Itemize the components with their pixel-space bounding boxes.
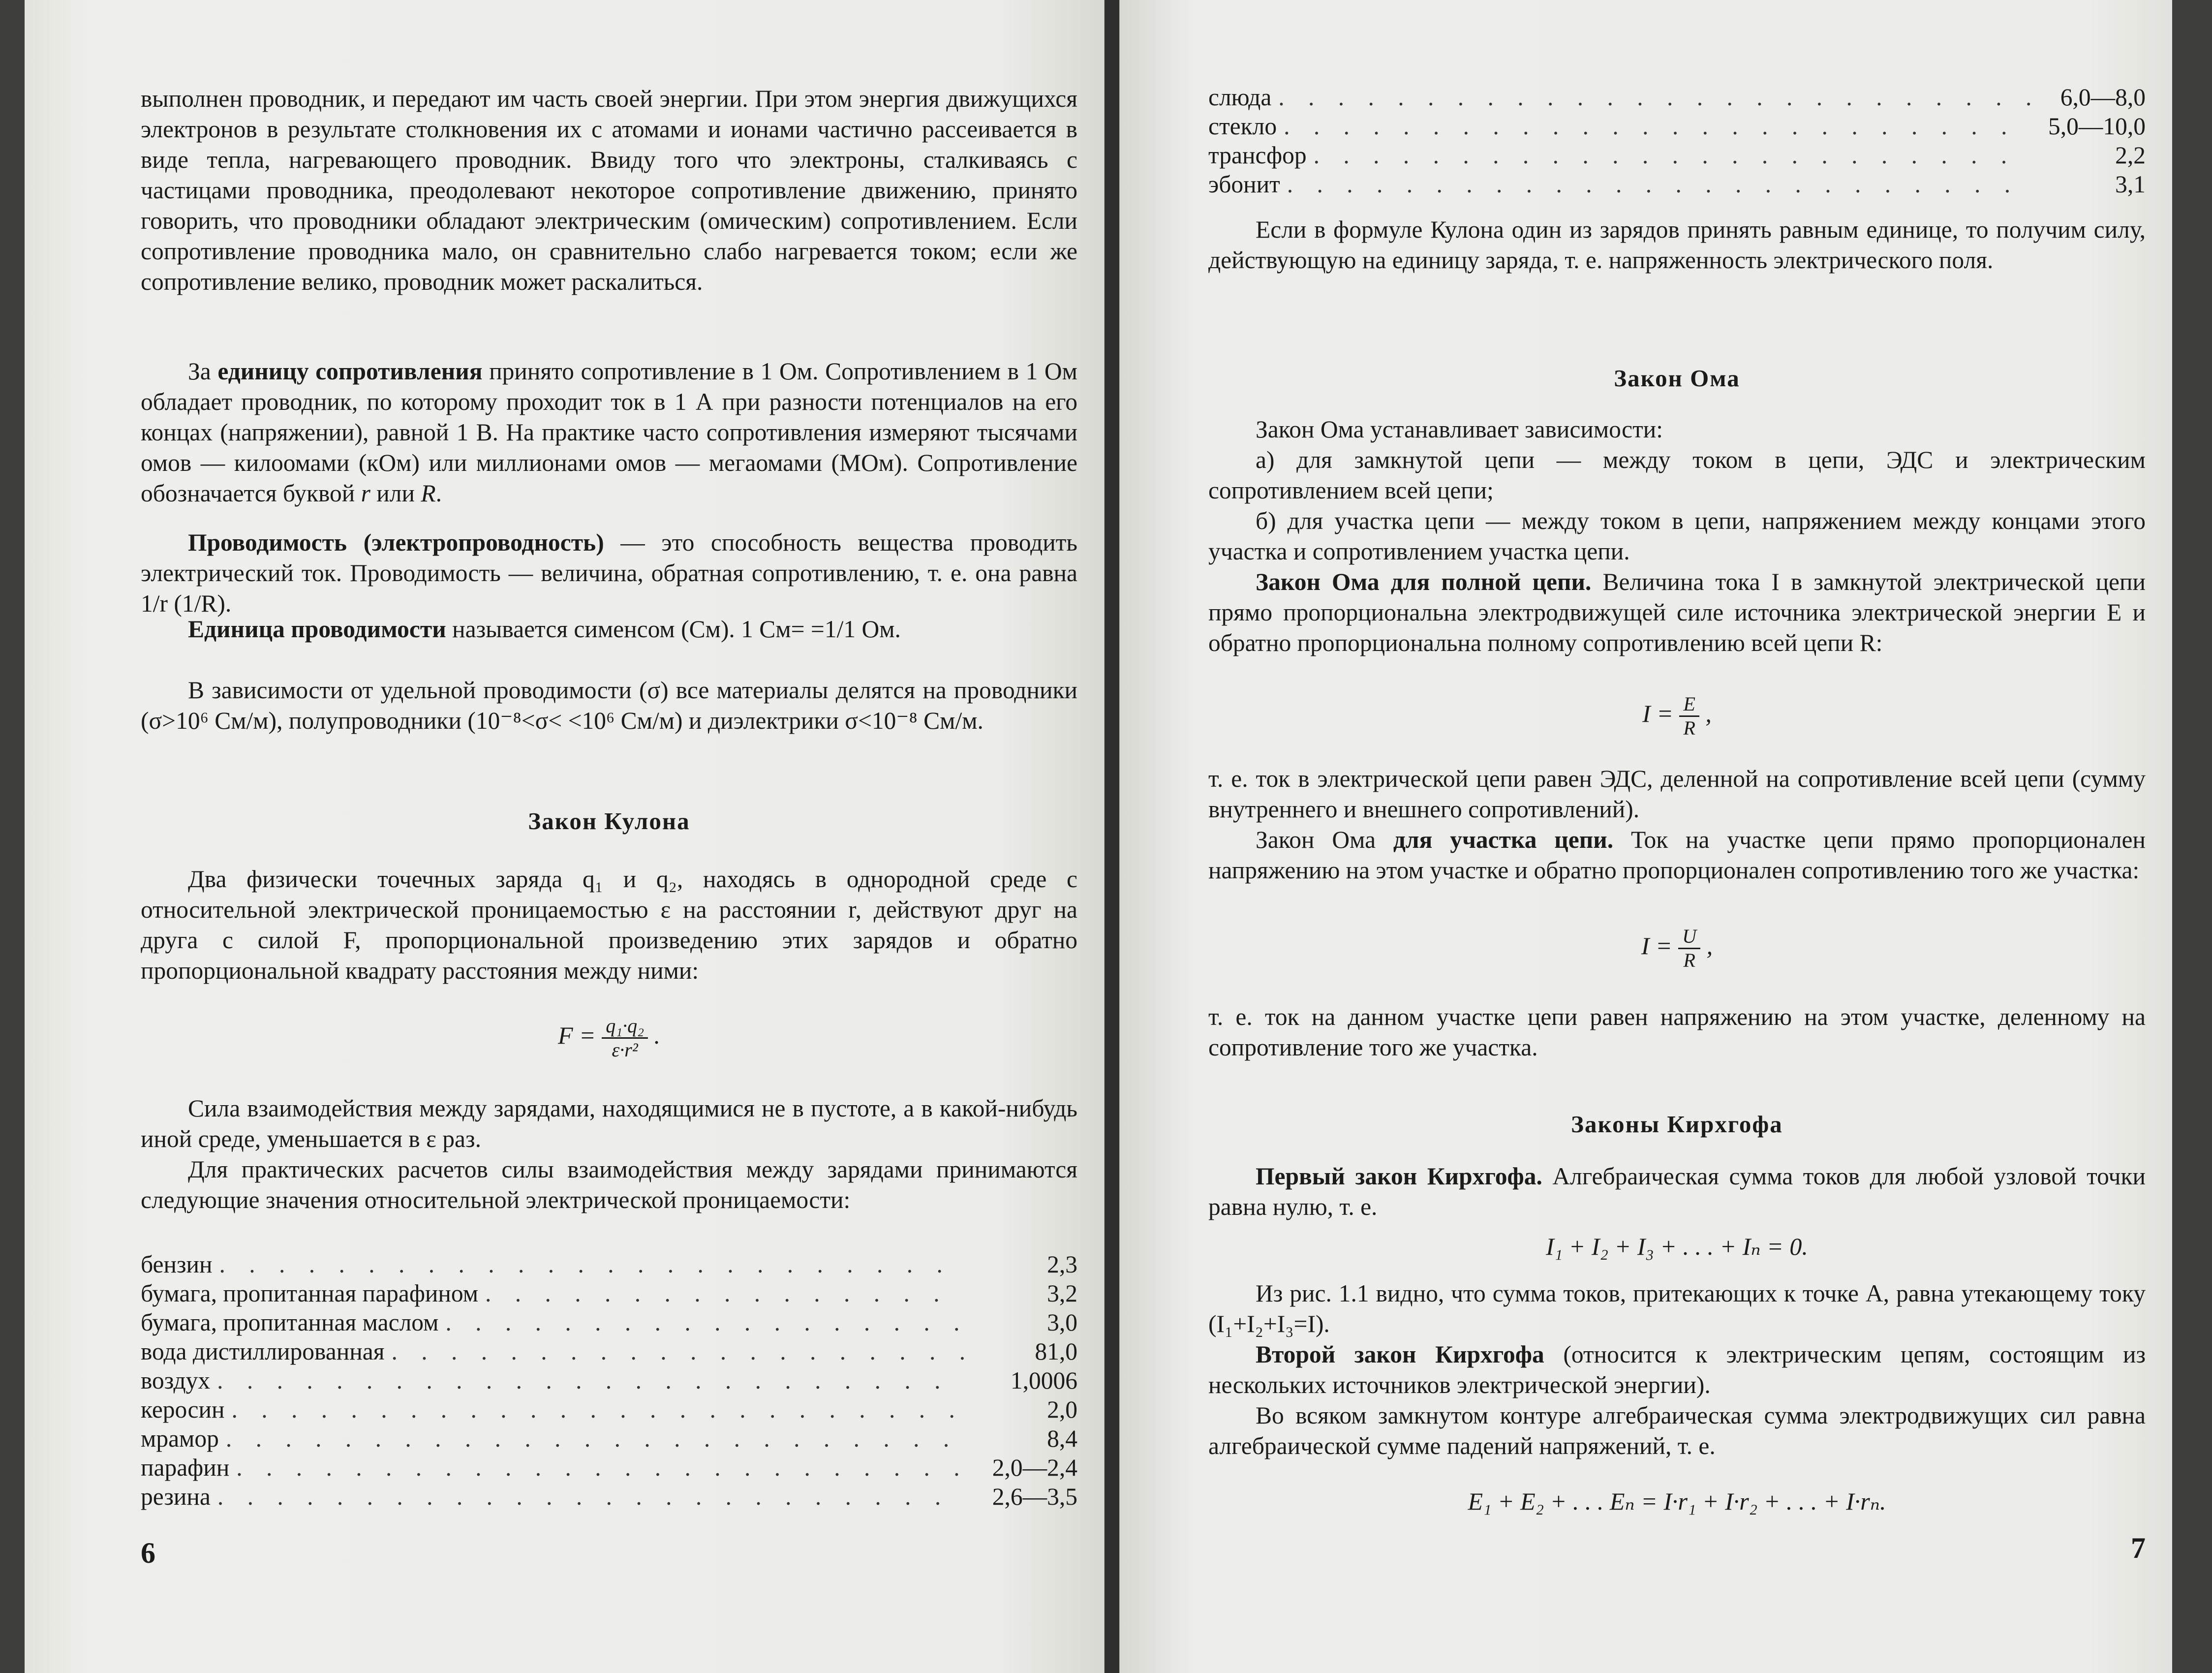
- paragraph-medium-reduction: Сила взаимодействия между зарядами, находящимися не в пустоте, а в какой-нибудь иной среде, уменьшается в ε раз.: [141, 1095, 1077, 1152]
- table-row: резина . . . 2,6—3,5: [141, 1482, 1077, 1511]
- paragraph-field-strength: Если в формуле Кулона один из зарядов принять равным единице, то получим силу, действующую на единицу заряда, т. е. напряженность электрического поля.: [1208, 216, 2146, 274]
- term-kirchhoff-second: Второй закон Кирхгофа: [1256, 1341, 1544, 1368]
- term-kirchhoff-first: Первый закон Кирхгофа.: [1256, 1163, 1542, 1190]
- paragraph-conductor-heating: выполнен проводник, и передают им часть своей энергии. При этом энергия движущихся электронов в результате столкновения их с атомами и ионами частично рассеивается в виде тепла, нагревающего проводник. Ввиду того что электроны, сталкиваясь с частицами проводника, преодолевают некоторое сопротивление движению, принято говорить, что проводники обладают электрическим (омическим) сопротивлением. Если сопротивление проводника мало, он сравнительно слабо нагревается током; если же сопротивление велико, проводник может раскалиться.: [141, 85, 1077, 295]
- term-conductivity-unit: Единица проводимости: [188, 616, 446, 643]
- fraction-ohm-full: $\frac{E}{R}$: [1679, 693, 1699, 740]
- page-number-right: 7: [2131, 1532, 2146, 1564]
- table-row: бумага, пропитанная парафином . . . 3,2: [141, 1279, 1077, 1308]
- fraction-ohm-segment: $\frac{U}{R}$: [1678, 925, 1700, 972]
- paragraph-resistance-unit: За единицу сопротивления принято сопротивление в 1 Ом. Сопротивлением в 1 Ом обладает проводник, по которому проходит ток в 1 А при разности потенциалов на его концах (напряжении), равной 1 В. На практике часто сопротивления измеряют тысячами омов — килоомами (кОм) или миллионами омов — мегаомами (МОм). Сопротивление обозначается буквой r или R.: [141, 358, 1078, 507]
- paragraph-kirchhoff-first: Первый закон Кирхгофа. Алгебраическая сумма токов для любой узловой точки равна нулю, т. е.: [1208, 1163, 2146, 1220]
- paragraph-ohm-intro: Закон Ома устанавливает зависимости:: [1256, 416, 1663, 443]
- table-row: мрамор . . . 8,4: [141, 1424, 1077, 1453]
- table-row: стекло . . . 5,0—10,0: [1208, 112, 2146, 141]
- heading-kirchhoff-laws: Законы Кирхгофа: [1571, 1111, 1783, 1138]
- left-page: [25, 0, 1105, 1673]
- formula-ohm-full: I = $\frac{E}{R}$ ,: [1642, 693, 1712, 739]
- paragraph-kirchhoff-second-statement: Во всяком замкнутом контуре алгебраическая сумма электродвижущих сил равна алгебраической сумме падений напряжений, т. е.: [1208, 1402, 2146, 1459]
- formula-coulomb: F = $\frac{\text{q₁·q₂}}{\text{ε·r²}}$ .: [557, 1015, 661, 1061]
- table-row: трансфор . . . 2,2: [1208, 141, 2146, 170]
- formula-kirchhoff-first: I₁ + I₂ + I₃ + . . . + Iₙ = 0.: [1546, 1233, 1808, 1260]
- term-resistance-unit: единицу сопротивления: [217, 358, 483, 385]
- term-ohm-full-circuit: Закон Ома для полной цепи.: [1256, 568, 1592, 595]
- paragraph-kirchhoff-second: Второй закон Кирхгофа (относится к электрическим цепям, состоящим из нескольких источников электрической энергии).: [1208, 1341, 2146, 1398]
- table-row: бумага, пропитанная маслом . . . 3,0: [141, 1308, 1077, 1337]
- paragraph-coulomb-statement: Два физически точечных заряда q₁ и q₂, находясь в однородной среде с относительной электрической проницаемостью ε на расстоянии r, действуют друг на друга с силой F, пропорциональной произведению этих зарядов и обратно пропорциональной квадрату расстояния между ними:: [141, 866, 1077, 984]
- paragraph-ohm-segment-explain: т. е. ток на данном участке цепи равен напряжению на этом участке, деленному на сопротивление того же участка.: [1208, 1003, 2146, 1061]
- heading-ohm-law: Закон Ома: [1614, 365, 1740, 392]
- table-row: воздух . . . 1,0006: [141, 1366, 1077, 1395]
- table-row: бензин . . . 2,3: [141, 1250, 1077, 1279]
- paragraph-conductivity: Проводимость (электропроводность) — это способность вещества проводить электрический ток. Проводимость — величина, обратная сопротивлению, т. е. она равна 1/r (1/R).: [141, 529, 1078, 617]
- table-row: слюда . . . 6,0—8,0: [1208, 83, 2146, 112]
- permittivity-table-right: [1208, 83, 2146, 199]
- paragraph-ohm-full-circuit: Закон Ома для полной цепи. Величина тока I в замкнутой электрической цепи прямо пропорциональна электродвижущей силе источника электрической энергии E и обратно пропорциональна полному сопротивлению всей цепи R:: [1208, 568, 2146, 656]
- table-row: керосин . . . 2,0: [141, 1395, 1077, 1424]
- formula-kirchhoff-second: E₁ + E₂ + . . . Eₙ = I·r₁ + I·r₂ + . . . + I·rₙ.: [1468, 1487, 1886, 1515]
- paragraph-material-classes: В зависимости от удельной проводимости (σ) все материалы делятся на проводники (σ>10⁶ См/м), полупроводники (10⁻⁸<σ< <10⁶ См/м) и диэлектрики σ<10⁻⁸ См/м.: [141, 677, 1077, 734]
- term-ohm-segment: для участка цепи.: [1393, 826, 1614, 853]
- paragraph-permittivity-intro: Для практических расчетов силы взаимодействия между зарядами принимаются следующие значения относительной электрической проницаемости:: [141, 1156, 1077, 1213]
- formula-ohm-segment: I = $\frac{U}{R}$ ,: [1641, 925, 1713, 971]
- paragraph-ohm-segment-law: Закон Ома для участка цепи. Ток на участке цепи прямо пропорционален напряжению на этом участке и обратно пропорционален сопротивлению того же участка:: [1208, 826, 2146, 884]
- table-row: вода дистиллированная . . . 81,0: [141, 1337, 1077, 1366]
- paragraph-figure-reference: Из рис. 1.1 видно, что сумма токов, притекающих к точке A, равна утекающему току (I₁+I₂+I₃=I).: [1208, 1280, 2146, 1337]
- table-row: эбонит . . . 3,1: [1208, 170, 2146, 199]
- term-conductivity: Проводимость (электропроводность): [188, 529, 604, 556]
- table-row: парафин . . . 2,0—2,4: [141, 1453, 1077, 1482]
- paragraph-ohm-closed-circuit: а) для замкнутой цепи — между током в цепи, ЭДС и электрическим сопротивлением всей цепи;: [1208, 446, 2146, 504]
- fraction-coulomb: $\frac{\text{q₁·q₂}}{\text{ε·r²}}$: [602, 1015, 648, 1061]
- paragraph-ohm-full-explain: т. е. ток в электрической цепи равен ЭДС, деленной на сопротивление всей цепи (сумму внутреннего и внешнего сопротивлений).: [1208, 765, 2146, 823]
- page-number-left: 6: [141, 1537, 155, 1569]
- paragraph-ohm-segment: б) для участка цепи — между током в цепи, напряжением между концами этого участка и сопротивлением участка цепи.: [1208, 507, 2146, 565]
- book-gutter: [1105, 0, 1119, 1673]
- heading-coulomb-law: Закон Кулона: [528, 807, 690, 835]
- paragraph-conductivity-unit: Единица проводимости называется сименсом (См). 1 См= =1/1 Ом.: [188, 616, 901, 643]
- permittivity-table-left: [141, 1250, 1077, 1511]
- right-page: [1119, 0, 2172, 1673]
